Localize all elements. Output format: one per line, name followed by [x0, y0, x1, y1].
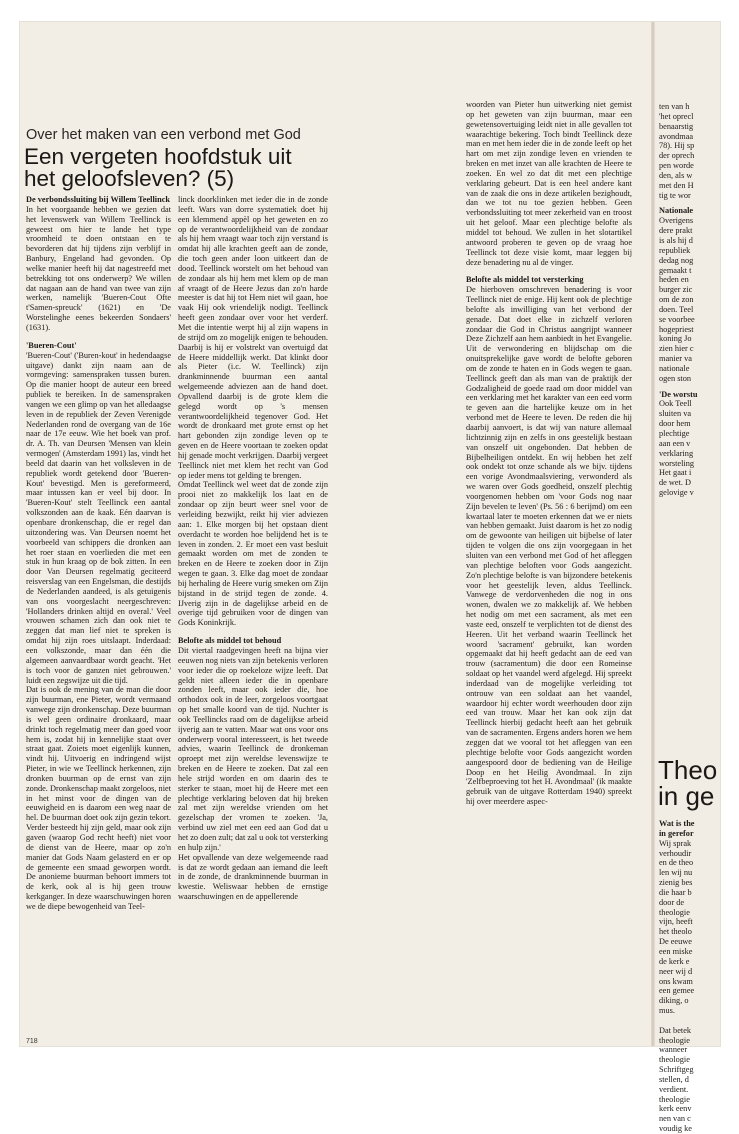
adjacent-text-line: tig te wor [659, 190, 691, 200]
adjacent-text-line: door hem [659, 419, 691, 429]
adjacent-text-line: der oprech [659, 151, 695, 161]
adjacent-text-line: nationale [659, 363, 690, 373]
adjacent-text-line: verklaring [659, 448, 694, 458]
adjacent-text-line: verdient. [659, 1084, 689, 1094]
subheading: Belofte als middel tot versterking [466, 275, 584, 285]
adjacent-text-line: hogepriest [659, 324, 694, 334]
adjacent-text-line [659, 1016, 739, 1026]
paragraph: Het opvallende van deze welgemeende raad is dat ze wordt gedaan aan iemand die leeft in de zonde, de drankminnende buurman in kwestie. Weliswaar hebben de ernstige waarschuwingen en de appellerende [178, 852, 328, 902]
adjacent-text-line: den, als w [659, 170, 693, 180]
adjacent-page [655, 22, 720, 1134]
adjacent-text-line: door de [659, 897, 685, 907]
adjacent-text-line: die haar b [659, 887, 692, 897]
adjacent-text-line: gelovige v [659, 488, 694, 498]
subheading: 'Bueren-Cout' [26, 340, 77, 350]
adjacent-text-line: zienig bes [659, 878, 693, 888]
adjacent-text-line: en de theo [659, 858, 694, 868]
adjacent-text-line: om de zon [659, 295, 694, 305]
adjacent-text-line: burger zic [659, 285, 693, 295]
adjacent-page-text-bottom [659, 819, 739, 1134]
adjacent-subheading: Nationale [659, 206, 694, 216]
page-number: 718 [26, 1038, 38, 1045]
adjacent-text-line: diking, o [659, 996, 689, 1006]
adjacent-text-line: de kerk e [659, 956, 690, 966]
adjacent-text-line: dere prakt [659, 226, 693, 236]
adjacent-text-line: heden en [659, 275, 689, 285]
adjacent-text-line: aan een v [659, 438, 691, 448]
adjacent-text-line: manier va [659, 354, 692, 364]
adjacent-text-line: plechtige [659, 429, 690, 438]
adjacent-text-line: neer wij d [659, 966, 693, 976]
adjacent-text-line: doen. Teel [659, 304, 694, 314]
adjacent-text-line: zien hier c [659, 344, 694, 354]
subheading: De verbondssluiting bij Willem Teellinck [26, 195, 170, 204]
adjacent-text-line: theologie [659, 907, 690, 917]
article-headline [24, 146, 464, 190]
paragraph: linck doorklinken met ieder die in de zonde leeft. Wars van dorre systematiek doet hij een klemmend appèl op het geweten en zo op de verantwoordelijkheid van de zondaar als hij hem vraagt waar toch zijn verstand is omdat hij alle krachten geeft aan de zonde, die toch geen ander loon uitkeert dan de dood. Teellinck worstelt om het behoud van de zondaar als hij hem met klem op de man af vraagt of de Heere Jezus dan zo'n harde meester is dat hij tot Hem niet wil gaan, hoe vaak Hij ook vriendelijk nodigt. Teellinck heeft geen zondaar over voor het verderf. Met die intentie werpt hij al zijn wapens in de strijd om zo mogelijk enigen te behouden. Daarbij is hij er volstrekt van overtuigd dat de Heere middellijk werkt. Dat klinkt door als Pieter (i.c. W. Teellinck) zijn drankminnende buurman een aantal welgemeende adviezen aan de hand doet. Opvallend daarbij is de grote klem die gelegd wordt op 's mensen verantwoordelijkheid tegenover God. Het wordt de dronkaard met grote ernst op het hart gebonden zijn zondige leven op te geven en de Heere voortaan te zoeken opdat hij genade mocht verkrijgen. Daarbij vergeet Teellinck niet met klem het recht van God op ieder mens tot gelding te brengen. [178, 195, 328, 480]
paragraph: 'Bueren-Cout' ('Buren-kout' in hedendaagse uitgave) dankt zijn naam aan de vormgeving: samenspraken tussen buren. Op die manier hoopt de auteur een breed publiek te bereiken. In de samenspraken vangen we een glimp op van het alledaagse leven in de republiek der Zeven Verenigde Nederlanden rond de overgang van de 16e naar de 17e eeuw. Wie het boek van prof. dr. A. Th. van Deursen 'Mensen van klein vermogen' (Amsterdam 1991) las, vindt het beeld dat daarin van het volksleven in de republiek wordt getekend door 'Bueren-Kout' bevestigd. Men is gereformeerd, maar intussen kan er veel bij door. In 'Bueren-Kout' stelt Teellinck een aantal volkszonden aan de kaak. Eén daarvan is openbare dronkenschap, die er regel dan uitzondering was. Van Deursen noemt het voorbeeld van schippers die dronken aan het roer staan en voerlieden die met een stuk in hun kraag op de bok zitten. In een door Van Deursen regelmatig geciteerd reisverslag van een Engelsman, die destijds de Nederlanden aandeed, is als getuigenis van ons voorgeslacht neergeschreven: 'Hollanders drinken altijd en overal.' Veel vrouwen schamen zich dan ook niet te zeggen dat man lief niet te spreken is omdat hij zijn roes uitslaapt. Inderdaad: een volkszonde, maar dan één die algemeen aanvaardbaar wordt geacht. 'Het is toch voor de ganzen niet gebrouwen.' luidt een zegswijze uit die tijd. [26, 350, 171, 685]
adjacent-text-line: avondmaa [659, 131, 694, 141]
paragraph: Omdat Teellinck wel weet dat de zonde zijn prooi niet zo makkelijk los laat en de zondaar op zijn beurt weer snel voor de verleiding bezwijkt, reikt hij vier adviezen aan: 1. Elke morgen bij het opstaan dient overdacht te worden hoe belijdend het is te leven in zonden. 2. Er moet een vast besluit gemaakt worden om met de zonden te breken en de Heere te zoeken door in Zijn wegen te gaan. 3. Elke dag moet de zondaar bij herhaling de Heere vurig smeken om Zijn bijstand in de strijd tegen de zonde. 4. IJverig zijn in de dagelijkse arbeid en de overige tijd gebruiken voor de dingen van Gods Koninkrijk. [178, 480, 328, 628]
adjacent-text-line: Wij sprak [659, 838, 692, 848]
adjacent-text-line: len wij nu [659, 868, 693, 878]
adjacent-text-line: theologie [659, 1055, 690, 1065]
adjacent-subheading: in gerefor [659, 828, 694, 838]
adjacent-text-line: vijn, heeft [659, 917, 693, 927]
adjacent-page-text-top [659, 102, 739, 498]
paragraph: woorden van Pieter hun uitwerking niet gemist op het geweten van zijn buurman, maar een gewetensovertuiging leidt niet in alle gevallen tot waarachtige bekering. Toch bindt Teellinck deze man en met hem ieder die in de zonde leeft op het hart om met zijn zondige leven en vrienden te breken en met inzet van alle krachten de Heere te zoeken. En wel zo dat dit met een plechtige verklaring gebeurt. Dat is een heel andere kant van de zaak die ons in deze artikelen bezighoudt, dan we tot nu toe gezien hebben. Geen verbondssluiting tot meer zekerheid van en troost uit het geloof. Maar een plechtige belofte als middel tot behoud. We zullen in het slotartikel antwoord proberen te geven op de vraag hoe Teellinck tot deze visie komt, maar leggen bij deze benadering nu al de vinger. [466, 100, 632, 267]
adjacent-text-line: theologie [659, 1094, 690, 1104]
adjacent-text-line: 78). Hij sp [659, 141, 695, 151]
adjacent-text-line: verhoudir [659, 848, 692, 858]
adjacent-text-line: Overigens [659, 216, 694, 226]
adjacent-text-line: Het gaat i [659, 468, 692, 478]
headline-line: Een vergeten hoofdstuk uit [24, 144, 292, 169]
article-kicker: Over het maken van een verbond met God [26, 127, 301, 143]
adjacent-text-line: dedag nog [659, 255, 694, 265]
adjacent-text-line: ten van h [659, 102, 690, 111]
adjacent-text-line: 'het oprecl [659, 111, 694, 121]
adjacent-subheading: 'De worstu [659, 389, 698, 399]
adjacent-text-line: gemaakt t [659, 265, 692, 275]
adjacent-text-line: Ook Teell [659, 399, 692, 409]
adjacent-text-line: republiek [659, 245, 691, 255]
adjacent-text-line: De eeuwe [659, 937, 692, 947]
adjacent-text-line: sluiten va [659, 409, 692, 419]
adjacent-text-line: voudig ke [659, 1124, 692, 1134]
subheading: Belofte als middel tot behoud [178, 636, 282, 646]
adjacent-text-line: benaarstig [659, 121, 694, 131]
adjacent-headline-line: Theo [658, 755, 718, 785]
adjacent-text-line: Dat betek [659, 1025, 692, 1035]
adjacent-text-line: de wet. D [659, 478, 692, 488]
adjacent-page-headline [658, 757, 717, 809]
column-right [466, 100, 632, 1032]
adjacent-text-line: kerk eenv [659, 1104, 692, 1114]
adjacent-text-line: koning Jo [659, 334, 692, 344]
adjacent-headline-line: in ge [658, 781, 715, 811]
column-middle [178, 195, 328, 1033]
adjacent-text-line: is als hij d [659, 235, 693, 245]
adjacent-text-line: stellen, d [659, 1074, 689, 1084]
paragraph: Dat is ook de mening van de man die door zijn buurman, ene Pieter, wordt vermaand vanwege zijn dronkenschap. Deze buurman is wel geen ordinaire dronkaard, maar drinkt toch regelmatig meer dan goed voor hem is, zodat hij in kennelijke staat over straat gaat. Zoiets moet eigenlijk kunnen, vindt hij. Uitvoerig en indringend wijst Pieter, in wie we Teellinck herkennen, zijn dronken buurman op de ernst van zijn zonde. Dronkenschap maakt zorgeloos, niet in het minst voor de dingen van de eeuwigheid en is daarom een weg naar de hel. De buurman doet ook zijn gezin tekort. Verder besteedt hij zijn geld, maar ook zijn gaven (waarop God recht heeft) niet voor de dienst van de Heere, maar op zo'n manier dat Gods Naam gelasterd en er op de gemeente een smaad geworpen wordt. De anonieme buurman behoort immers tot de kerk, ook al is hij geen trouw kerkganger. In deze waarschuwingen horen we de diepe bewogenheid van Teel- [26, 685, 171, 911]
adjacent-text-line: se voorbee [659, 314, 695, 324]
adjacent-text-line: een gemee [659, 986, 695, 996]
adjacent-text-line: Schriftgeg [659, 1065, 694, 1075]
headline-line: het geloofsleven? (5) [24, 166, 235, 191]
adjacent-text-line: ogen ston [659, 373, 692, 383]
adjacent-text-line: wanneer [659, 1045, 688, 1055]
adjacent-text-line: het theolo [659, 927, 692, 937]
paragraph: De hierboven omschreven benadering is voor Teellinck niet de enige. Hij kent ook de plechtige belofte als inwilliging van het verbond der genade. Dat doet elke in zichzelf verloren zondaar die God in Christus aangrijpt wanneer Deze Zichzelf aan hem aanbiedt in het Evangelie. Uit de verwondering en blijdschap om die onuitsprekelijke gave wordt de belofte geboren om de zonde te haten en in Gods wegen te gaan. Teellinck geeft dan als man van de praktijk der Godzaligheid de goede raad om door middel van een verklaring met het karakter van een eed vorm te geven aan die hartelijke keuze om in het verbond met de Heere te leven. De reden die hij daarbij aanvoert, is dat wij van nature allemaal lichtzinnig zijn en zelfs in ons geestelijk bestaan van onszelf uit ongebonden. Dat hebben de Bijbelheiligen ontdekt. En wij hebben het zelf ook ondekt tot onze schande als we bijv. tijdens een vorige Avondmaalsviering, verwonderd als we waren over Gods goedheid, onszelf plechtig voorgenomen hebben om 'voor Gods nog naar Zijn bevelen te leven' (Ps. 56 : 6 berijmd) om een kwartaal later te moeten erkennen dat we er niets van hebben gemaakt. Juist daarom is het zo nodig om de gewoonte van heiligen uit bijbelse of later tijden te volgen die ons zijn voorgegaan in het sluiten van een verbond met God of het afleggen van plechtige beloften voor Gods aangezicht. Zo'n plechtige belofte is van bijzondere betekenis voor het geestelijk leven, aldus Teellinck. Vanwege de verdorvenheden die nog in ons wonen, dwalen we zo makkelijk af. We hebben het nodig om met een sacrament, als met een vaste eed, onszelf te verplichten tot de dienst des Heeren. Uit het verband waarin Teellinck het woord 'sacrament' gebruikt, kan worden opgemaakt dat hij heeft gedacht aan de eed van trouw (sacramentum) die door een Romeinse soldaat op het vaandel werd afgelegd. Hij spreekt inderdaad van de mogelijke verleiding tot ontrouw van een soldaat aan het vaandel, waardoor hij echter wordt weerhouden door zijn eed van trouw. Maar het kan ook zijn dat Teellinck hierbij gedacht heeft aan het gebruik van de sacramenten. Ergens anders horen we hem zeggen dat we vooral tot het afleggen van een plechtige belofte voor Gods aangezicht worden aangespoord door de bediening van de Heilige Doop en het Heilig Avondmaal. In zijn 'Zelfbeproeving tot het H. Avondmaal' (ik maakte gebruik van de uitgave Rotterdam 1940) spreekt hij over meerdere aspec- [466, 285, 632, 807]
paragraph: Dit viertal raadgevingen heeft na bijna vier eeuwen nog niets van zijn betekenis verloren voor ieder die op roekeloze wijze leeft. Dat geldt niet alleen ieder die in openbare zonden leeft, maar ook ieder die, hoe orthodox ook in de leer, zorgeloos voortgaat op het smalle koord van de tijd. Nuchter is ook Teellincks raad om de dagelijkse arbeid ijverig aan te vatten. Maar wat ons voor ons onderwerp vooral interesseert, is het tweede advies, waarin Teellinck de dronkeman oproept met zijn wereldse levenswijze te breken en de Heere te zoeken. Dat zal een hele strijd worden en om daarin des te sterker te staan, moet hij de Heere met een plechtige verklaring beloven dat hij breken zal met zijn wereldse vrienden om het gezelschap der vromen te zoeken. 'Ja, verbind uw ziel met een eed aan God dat u het zo doen zult; dat zal u ook tot versterking en hulp zijn.' [178, 645, 328, 852]
column-left [26, 195, 171, 1035]
adjacent-text-line: ons kwam [659, 976, 693, 986]
adjacent-text-line: nen van c [659, 1114, 691, 1124]
adjacent-text-line: theologie [659, 1035, 690, 1045]
adjacent-text-line: mus. [659, 1006, 675, 1016]
paragraph: In het voorgaande hebben we gezien dat het levenswerk van Willem Teellinck is geweest om hier te lande het type vroomheid te doen ontstaan en te bevorderen dat hij tijdens zijn verblijf in Banbury, Engeland had gevonden. Op welke manier heeft hij dat nagestreefd met betrekking tot ons onderwerp? We willen dat nagaan aan de hand van twee van zijn werken, namelijk 'Bueren-Cout Ofte t'Samen-spreuck' (1621) en 'De Worstelinghe eenes bekeerden Sondaers' (1631). [26, 204, 171, 332]
adjacent-text-line: pen worde [659, 161, 694, 171]
adjacent-subheading: Wat is the [659, 819, 695, 828]
adjacent-text-line: een miske [659, 946, 693, 956]
adjacent-text-line: met den H [659, 180, 694, 190]
adjacent-text-line: worsteling [659, 458, 695, 468]
